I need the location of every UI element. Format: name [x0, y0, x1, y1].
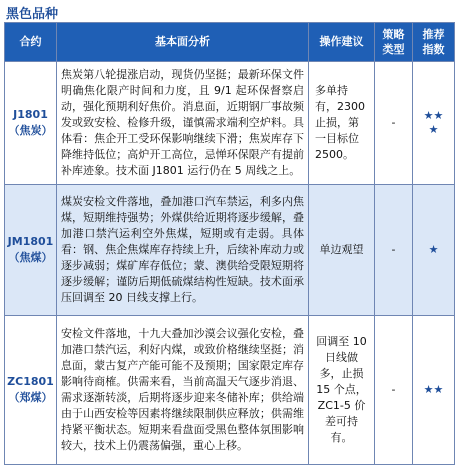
analysis-cell: 煤炭安检文件落地，叠加港口汽车禁运，利多内焦煤，短期维持强势；外煤供给近期将逐步缓解，叠加港口禁汽运利空外焦煤，短期或有走弱。具体看：钢、焦企焦煤库存持续上升，后续补库动力或逐步减弱；煤矿库存低位；蒙、澳供给受限短期将逐步缓解；谨防后期低硫煤结构性短缺。技术面承压回调至 20 日线支撑上行。 [57, 185, 309, 316]
table-row [5, 185, 455, 316]
contract-name: （焦炭） [8, 124, 53, 137]
rating-stars: ★ [428, 243, 439, 256]
operation-cell: 回调至 10 日线做多，止损 15 个点，ZC1-5 价差可持有。 [309, 316, 375, 465]
strategy-table [4, 22, 455, 465]
header-strategy-type [375, 23, 413, 62]
operation-cell: 单边观望 [309, 185, 375, 316]
strategy-type-cell: - [375, 62, 413, 185]
contract-cell [5, 185, 57, 316]
header-rating-line2: 指数 [422, 43, 445, 56]
contract-code: J1801 [13, 108, 48, 121]
analysis-cell: 安检文件落地，十九大叠加沙漠会议强化安检，叠加港口禁汽运，利好内煤，或致价格继续坚挺；消息面，蒙古复产产能可能不及预期；国家限定库存影响待商榷。供需来看，当前高温天气逐步消退、需求逐渐转淡，后期将逐步迎来冬储补库；供给端由于山西安检等因素将继续限制供应释放；供需维持紧平衡状态。短期来看盘面受黑色整体氛围影响较大，技术上仍震荡偏强，重心上移。 [57, 316, 309, 465]
contract-code: JM1801 [7, 235, 54, 248]
table-row [5, 316, 455, 465]
contract-cell [5, 62, 57, 185]
header-strategy-line2: 类型 [382, 43, 405, 56]
header-rating-line1: 推荐 [422, 28, 445, 41]
rating-stars: ★★★ [423, 108, 444, 136]
analysis-cell: 焦炭第八轮提涨启动，现货仍坚挺；最新环保文件明确焦化限产时间和力度，且 9/1 起环保督察启动，强化预期利好焦价。消息面，近期钢厂事故频发或致安检、检修升级，谨慎需求端利空炉料。具体看：焦企开工受环保影响继续下滑；焦炭库存下降维持低位；高炉开工高位，忌惮环保限产有提前补库迹象。技术面 J1801 运行仍在 5 周线之上。 [57, 62, 309, 185]
header-operation: 操作建议 [309, 23, 375, 62]
header-rating [413, 23, 455, 62]
table-header-row [5, 23, 455, 62]
contract-cell [5, 316, 57, 465]
contract-code: ZC1801 [7, 375, 54, 388]
rating-cell [413, 62, 455, 185]
operation-cell: 多单持有，2300 止损，第一目标位 2500。 [309, 62, 375, 185]
header-contract: 合约 [5, 23, 57, 62]
rating-stars: ★★ [423, 383, 444, 396]
rating-cell [413, 316, 455, 465]
header-analysis: 基本面分析 [57, 23, 309, 62]
contract-name: （郑煤） [8, 391, 53, 404]
section-title: 黑色品种 [6, 7, 59, 22]
table-row [5, 62, 455, 185]
rating-cell [413, 185, 455, 316]
header-strategy-line1: 策略 [382, 28, 405, 41]
strategy-type-cell: - [375, 185, 413, 316]
contract-name: （焦煤） [8, 251, 53, 264]
strategy-type-cell: - [375, 316, 413, 465]
